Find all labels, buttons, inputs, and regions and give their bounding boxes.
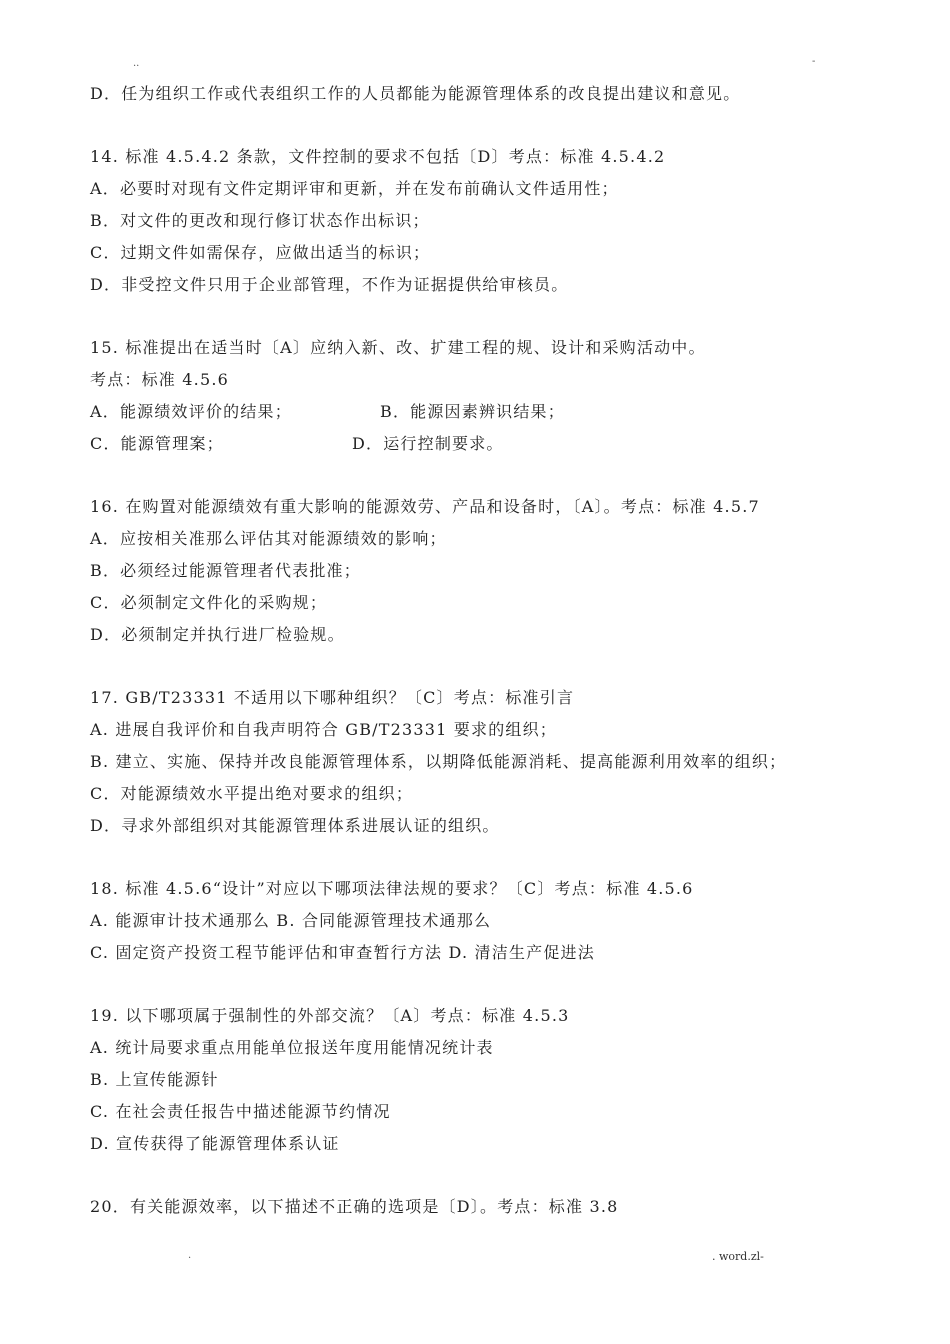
q14-option-c: C．过期文件如需保存，应做出适当的标识； [90,243,431,262]
footer-source: . word.zl- [712,1250,764,1263]
q14-option-b: B．对文件的更改和现行修订状态作出标识； [90,211,430,230]
q13-option-d: D．任为组织工作或代表组织工作的人员都能为能源管理体系的改良提出建议和意见。 [90,84,741,103]
q20-stem: 20．有关能源效率，以下描述不正确的选项是〔D〕。考点：标准 3.8 [90,1197,619,1216]
footer-dot: . [188,1250,192,1261]
q14-stem: 14. 标准 4.5.4.2 条款，文件控制的要求不包括〔D〕考点：标准 4.5.4.2 [90,147,666,166]
q19-stem: 19. 以下哪项属于强制性的外部交流？〔A〕考点：标准 4.5.3 [90,1006,570,1025]
q17-option-d: D．寻求外部组织对其能源管理体系进展认证的组织。 [90,816,500,835]
q14-option-d: D．非受控文件只用于企业部管理，不作为证据提供给审核员。 [90,275,569,294]
q18-stem: 18. 标准 4.5.6“设计”对应以下哪项法律法规的要求？〔C〕考点：标准 4.5.6 [90,879,694,898]
q15-option-a: A．能源绩效评价的结果； [90,402,292,421]
q15-option-c: C．能源管理案； [90,434,224,453]
q19-option-d: D. 宣传获得了能源管理体系认证 [90,1134,340,1153]
question-list [90,78,910,1223]
q17-stem: 17. GB/T23331 不适用以下哪种组织？〔C〕考点：标准引言 [90,688,575,707]
q19-option-c: C. 在社会责任报告中描述能源节约情况 [90,1102,391,1121]
q15-option-b: B．能源因素辨识结果； [380,402,565,421]
q16-option-b: B．必须经过能源管理者代表批准； [90,561,361,580]
header-dash: - [812,56,816,67]
q16-option-a: A．应按相关准那么评估其对能源绩效的影响； [90,529,447,548]
q18-options-cd: C. 固定资产投资工程节能评估和审查暂行方法 D. 清洁生产促进法 [90,943,595,962]
header-dots: .. [133,58,140,69]
q15-options-row-2 [90,428,910,460]
q19-option-b: B. 上宣传能源针 [90,1070,219,1089]
q15-kaodian: 考点：标准 4.5.6 [90,370,229,389]
q15-options-row-1 [90,396,910,428]
q17-option-a: A. 进展自我评价和自我声明符合 GB/T23331 要求的组织； [90,720,557,739]
q17-option-c: C．对能源绩效水平提出绝对要求的组织； [90,784,414,803]
q18-options-ab: A. 能源审计技术通那么 B. 合同能源管理技术通那么 [90,911,492,930]
q15-stem: 15. 标准提出在适当时〔A〕应纳入新、改、扩建工程的规、设计和采购活动中。 [90,338,706,357]
q15-option-d: D．运行控制要求。 [352,434,504,453]
q16-stem: 16. 在购置对能源绩效有重大影响的能源效劳、产品和设备时，〔A〕。考点：标准 4.5.7 [90,497,760,516]
q14-option-a: A．必要时对现有文件定期评审和更新，并在发布前确认文件适用性； [90,179,619,198]
q19-option-a: A. 统计局要求重点用能单位报送年度用能情况统计表 [90,1038,494,1057]
q16-option-c: C．必须制定文件化的采购规； [90,593,328,612]
q16-option-d: D．必须制定并执行进厂检验规。 [90,625,345,644]
q17-option-b: B. 建立、实施、保持并改良能源管理体系，以期降低能源消耗、提高能源利用效率的组织； [90,752,787,771]
